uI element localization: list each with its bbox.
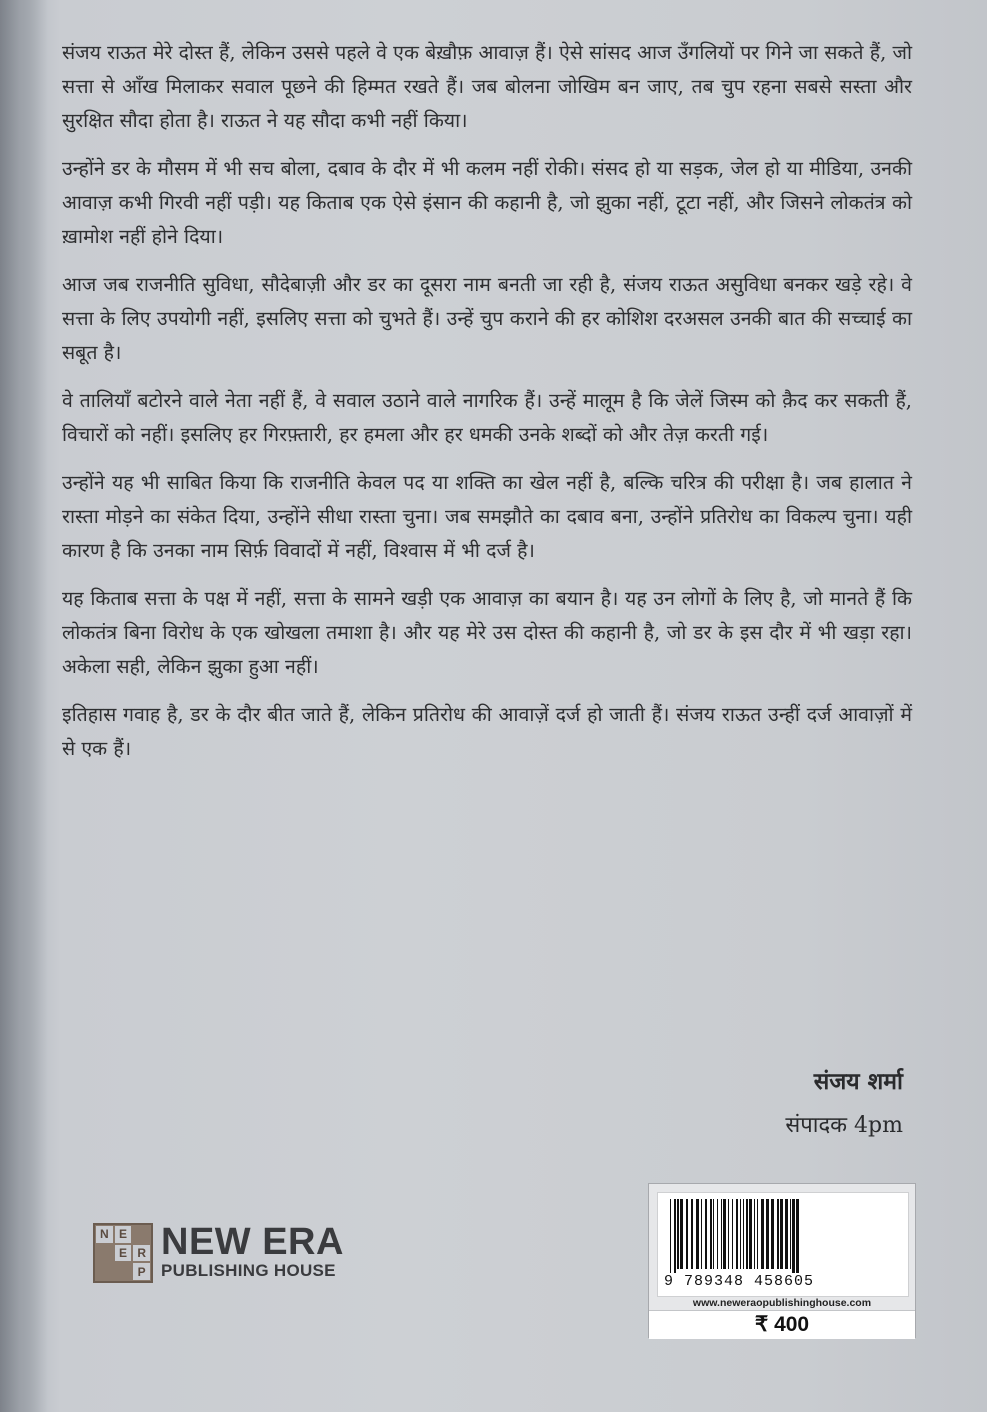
barcode-bar bbox=[670, 1199, 671, 1273]
barcode-bar bbox=[710, 1199, 712, 1269]
barcode-bar bbox=[757, 1199, 758, 1269]
barcode-bar bbox=[680, 1199, 683, 1269]
barcode-bar bbox=[691, 1199, 693, 1269]
publisher-logo-icon bbox=[93, 1223, 153, 1283]
paragraph-6: यह किताब सत्ता के पक्ष में नहीं, सत्ता के सामने खड़ी एक आवाज़ का बयान है। यह उन लोगों के लिए है, जो मानते हैं कि लोकतंत्र बिना विरोध के एक खोखला तमाशा है। और यह मेरे उस दोस्त की कहानी है, जो डर के इस दौर में भी खड़ा रहा। अकेला सही, लेकिन झुका हुआ नहीं। bbox=[62, 587, 912, 678]
logo-cell: E bbox=[114, 1225, 133, 1244]
barcode-bar bbox=[723, 1199, 726, 1269]
barcode-bar bbox=[705, 1199, 707, 1269]
logo-cell bbox=[95, 1244, 114, 1263]
spine-shadow bbox=[0, 0, 48, 1412]
barcode-bar bbox=[780, 1199, 783, 1269]
barcode-bar bbox=[743, 1199, 744, 1269]
barcode-bar bbox=[790, 1199, 791, 1269]
barcode-panel bbox=[648, 1183, 916, 1338]
barcode-bar bbox=[677, 1199, 679, 1269]
paragraph-5: उन्होंने यह भी साबित किया कि राजनीति केवल पद या शक्ति का खेल नहीं है, बल्कि चरित्र की परीक्षा है। जब हालात ने रास्ता मोड़ने का संकेत दिया, उन्होंने सीधा रास्ता चुना। जब समझौते का दबाव बना, उन्होंने प्रतिरोध का विकल्प चुना। यही कारण है कि उनका नाम सिर्फ़ विवादों में नहीं, विश्वास में भी दर्ज है। bbox=[62, 471, 912, 562]
publisher-website: www.neweraopublishinghouse.com bbox=[692, 1297, 872, 1309]
barcode-bar bbox=[749, 1199, 752, 1269]
barcode-bar bbox=[674, 1199, 676, 1273]
price: ₹ 400 bbox=[649, 1310, 915, 1339]
barcode-bar bbox=[696, 1199, 699, 1269]
isbn-digits: 9 789348 458605 bbox=[664, 1273, 815, 1290]
logo-cell: P bbox=[132, 1262, 151, 1281]
barcode-bar bbox=[728, 1199, 729, 1269]
logo-cell bbox=[95, 1262, 114, 1281]
barcode-bar bbox=[713, 1199, 714, 1269]
signature-name: संजय शर्मा bbox=[813, 1068, 903, 1095]
paragraph-4: वे तालियाँ बटोरने वाले नेता नहीं हैं, वे सवाल उठाने वाले नागरिक हैं। उन्हें मालूम है कि जेलें जिस्म को क़ैद कर सकती हैं, विचारों को नहीं। इसलिए हर गिरफ़्तारी, हर हमला और हर धमकी उनके शब्दों को और तेज़ करती गई। bbox=[62, 389, 912, 446]
barcode-bar bbox=[777, 1199, 779, 1269]
paragraph-7: इतिहास गवाह है, डर के दौर बीत जाते हैं, लेकिन प्रतिरोध की आवाज़ें दर्ज हो जाती हैं। संजय राऊत उन्हीं दर्ज आवाज़ों में से एक हैं। bbox=[62, 703, 912, 760]
barcode-bar bbox=[792, 1199, 795, 1273]
logo-cell: R bbox=[132, 1244, 151, 1263]
signature bbox=[785, 1060, 903, 1148]
signature-title: संपादक 4pm bbox=[785, 1113, 903, 1138]
barcode-bar bbox=[732, 1199, 733, 1269]
logo-cell bbox=[132, 1225, 151, 1244]
barcode-bar bbox=[766, 1199, 769, 1269]
logo-cell: E bbox=[114, 1244, 133, 1263]
logo-cell bbox=[114, 1262, 133, 1281]
blurb-text bbox=[62, 36, 912, 780]
barcode-bar bbox=[761, 1199, 764, 1269]
publisher-subtitle: PUBLISHING HOUSE bbox=[161, 1261, 336, 1280]
barcode bbox=[657, 1192, 909, 1297]
barcode-bar bbox=[686, 1199, 688, 1269]
barcode-bar bbox=[754, 1199, 755, 1269]
barcode-bar bbox=[740, 1199, 741, 1269]
logo-cell: N bbox=[95, 1225, 114, 1244]
barcode-bar bbox=[721, 1199, 722, 1269]
barcode-bar bbox=[785, 1199, 788, 1269]
paragraph-1: संजय राऊत मेरे दोस्त हैं, लेकिन उससे पहले वे एक बेख़ौफ़ आवाज़ हैं। ऐसे सांसद आज उँगलियों पर गिने जा सकते हैं, जो सत्ता से आँख मिलाकर सवाल पूछने की हिम्मत रखते हैं। जब बोलना जोखिम बन जाए, तब चुप रहना सबसे सस्ता और सुरक्षित सौदा होता है। राऊत ने यह सौदा कभी नहीं किया। bbox=[62, 41, 912, 132]
barcode-bar bbox=[701, 1199, 702, 1269]
barcode-bar bbox=[736, 1199, 738, 1269]
barcode-bars bbox=[670, 1199, 896, 1273]
barcode-bar bbox=[771, 1199, 774, 1269]
paragraph-3: आज जब राजनीति सुविधा, सौदेबाज़ी और डर का दूसरा नाम बनती जा रही है, संजय राऊत असुविधा बनकर खड़े रहे। वे सत्ता के लिए उपयोगी नहीं, इसलिए सत्ता को चुभते हैं। उन्हें चुप कराने की हर कोशिश दरअसल उनकी बात की सच्चाई का सबूत है। bbox=[62, 273, 912, 364]
publisher-logo bbox=[93, 1222, 344, 1284]
barcode-bar bbox=[746, 1199, 748, 1269]
publisher-text bbox=[161, 1221, 344, 1282]
paragraph-2: उन्होंने डर के मौसम में भी सच बोला, दबाव के दौर में भी कलम नहीं रोकी। संसद हो या सड़क, जेल हो या मीडिया, उनकी आवाज़ कभी गिरवी नहीं पड़ी। यह किताब एक ऐसे इंसान की कहानी है, जो झुका नहीं, टूटा नहीं, और जिसने लोकतंत्र को ख़ामोश नहीं होने दिया। bbox=[62, 157, 912, 248]
barcode-bar bbox=[796, 1199, 799, 1273]
barcode-bar bbox=[717, 1199, 718, 1269]
publisher-name: NEW ERA bbox=[161, 1221, 344, 1263]
